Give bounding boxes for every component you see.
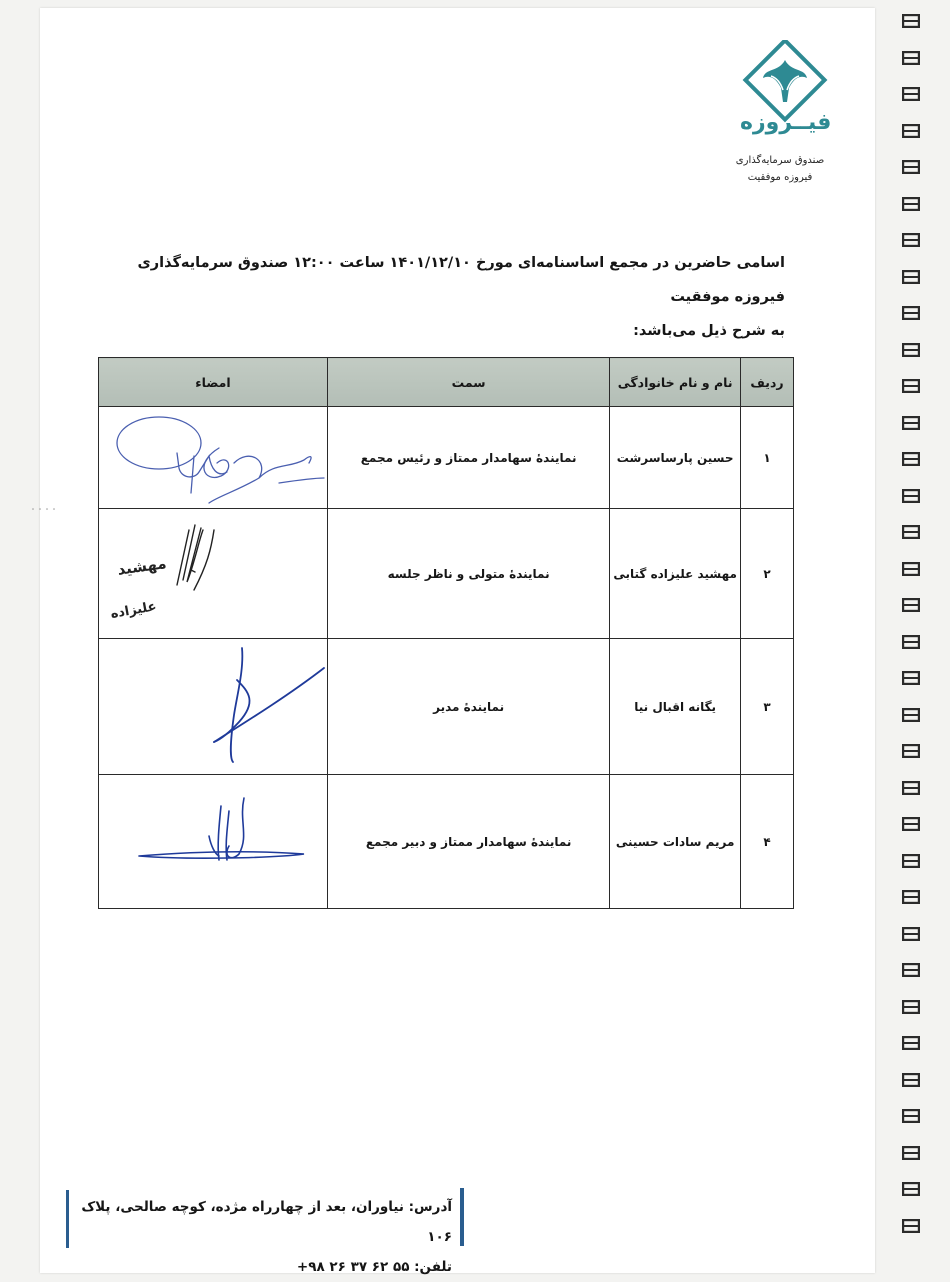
spiral-binding [902,14,922,1264]
binding-ring [902,306,920,320]
binding-ring [902,781,920,795]
binding-ring [902,233,920,247]
row-number: ۴ [741,775,794,909]
signature-cell [99,639,328,775]
binding-ring [902,635,920,649]
binding-ring [902,671,920,685]
header-name: نام و نام خانوادگی [610,358,741,407]
footer-contact [72,1192,452,1282]
binding-ring [902,416,920,430]
logo-subtitle-line2: فیروزه موفقیت [747,172,813,183]
row-number: ۲ [741,509,794,639]
table-row [99,407,794,509]
binding-ring [902,1146,920,1160]
row-number: ۳ [741,639,794,775]
handwritten-signature [99,640,327,774]
signature-text-1: مهشید [116,553,168,579]
binding-ring [902,14,920,28]
binding-ring [902,1109,920,1123]
handwritten-signature [99,776,327,908]
handwritten-signature [99,408,327,508]
binding-ring [902,927,920,941]
edge-dots [30,505,70,513]
binding-ring [902,1000,920,1014]
table-header-row [99,358,794,407]
binding-ring [902,1036,920,1050]
attendee-role: نمایندهٔ متولی و ناظر جلسه [328,509,610,639]
footer-address: آدرس: نیاوران، بعد از چهارراه مژده، کوچه صالحی، پلاک ۱۰۶ [81,1199,452,1245]
handwritten-signature [99,510,327,638]
signature-text-2: علیزاده [109,598,158,622]
table-row [99,509,794,639]
binding-ring [902,817,920,831]
row-number: ۱ [741,407,794,509]
header-row-number: ردیف [741,358,794,407]
attendee-name: حسین پارساسرشت [610,407,741,509]
intro-line-2: به شرح ذیل می‌باشد: [633,323,785,339]
binding-ring [902,343,920,357]
binding-ring [902,270,920,284]
logo-subtitle [725,152,835,186]
intro-paragraph [95,246,785,348]
binding-ring [902,51,920,65]
table-row [99,639,794,775]
logo-subtitle-line1: صندوق سرمایه‌گذاری [735,155,825,166]
binding-ring [902,452,920,466]
footer-divider-left [66,1190,69,1248]
signature-cell [99,407,328,509]
binding-ring [902,87,920,101]
attendee-name: مریم سادات حسینی [610,775,741,909]
signature-cell [99,775,328,909]
binding-ring [902,1219,920,1233]
binding-ring [902,854,920,868]
intro-line-1: اسامی حاضرین در مجمع اساسنامه‌ای مورخ ۱۴۰۱/۱۲/۱۰ ساعت ۱۲:۰۰ صندوق سرمایه‌گذاری فیروزه موفقیت [137,255,785,305]
binding-ring [902,379,920,393]
attendees-table [98,357,794,909]
binding-ring [902,890,920,904]
binding-ring [902,708,920,722]
binding-ring [902,124,920,138]
attendee-role: نمایندهٔ مدیر [328,639,610,775]
footer-divider-right [460,1188,464,1246]
table-row [99,775,794,909]
attendee-role: نمایندهٔ سهامدار ممتاز و رئیس مجمع [328,407,610,509]
attendee-name: مهشید علیزاده گتابی [610,509,741,639]
signature-cell [99,509,328,639]
footer-phone: تلفن: ۵۵ ۶۲ ۳۷ ۲۶ ۹۸+ [296,1259,452,1275]
binding-ring [902,744,920,758]
header-role: سمت [328,358,610,407]
attendee-role: نمایندهٔ سهامدار ممتاز و دبیر مجمع [328,775,610,909]
logo-wordmark: فیــروزه [740,110,832,135]
header-signature: امضاء [99,358,328,407]
binding-ring [902,963,920,977]
binding-ring [902,1182,920,1196]
binding-ring [902,160,920,174]
binding-ring [902,489,920,503]
binding-ring [902,562,920,576]
binding-ring [902,1073,920,1087]
binding-ring [902,598,920,612]
binding-ring [902,525,920,539]
binding-ring [902,197,920,211]
attendee-name: یگانه اقبال نیا [610,639,741,775]
